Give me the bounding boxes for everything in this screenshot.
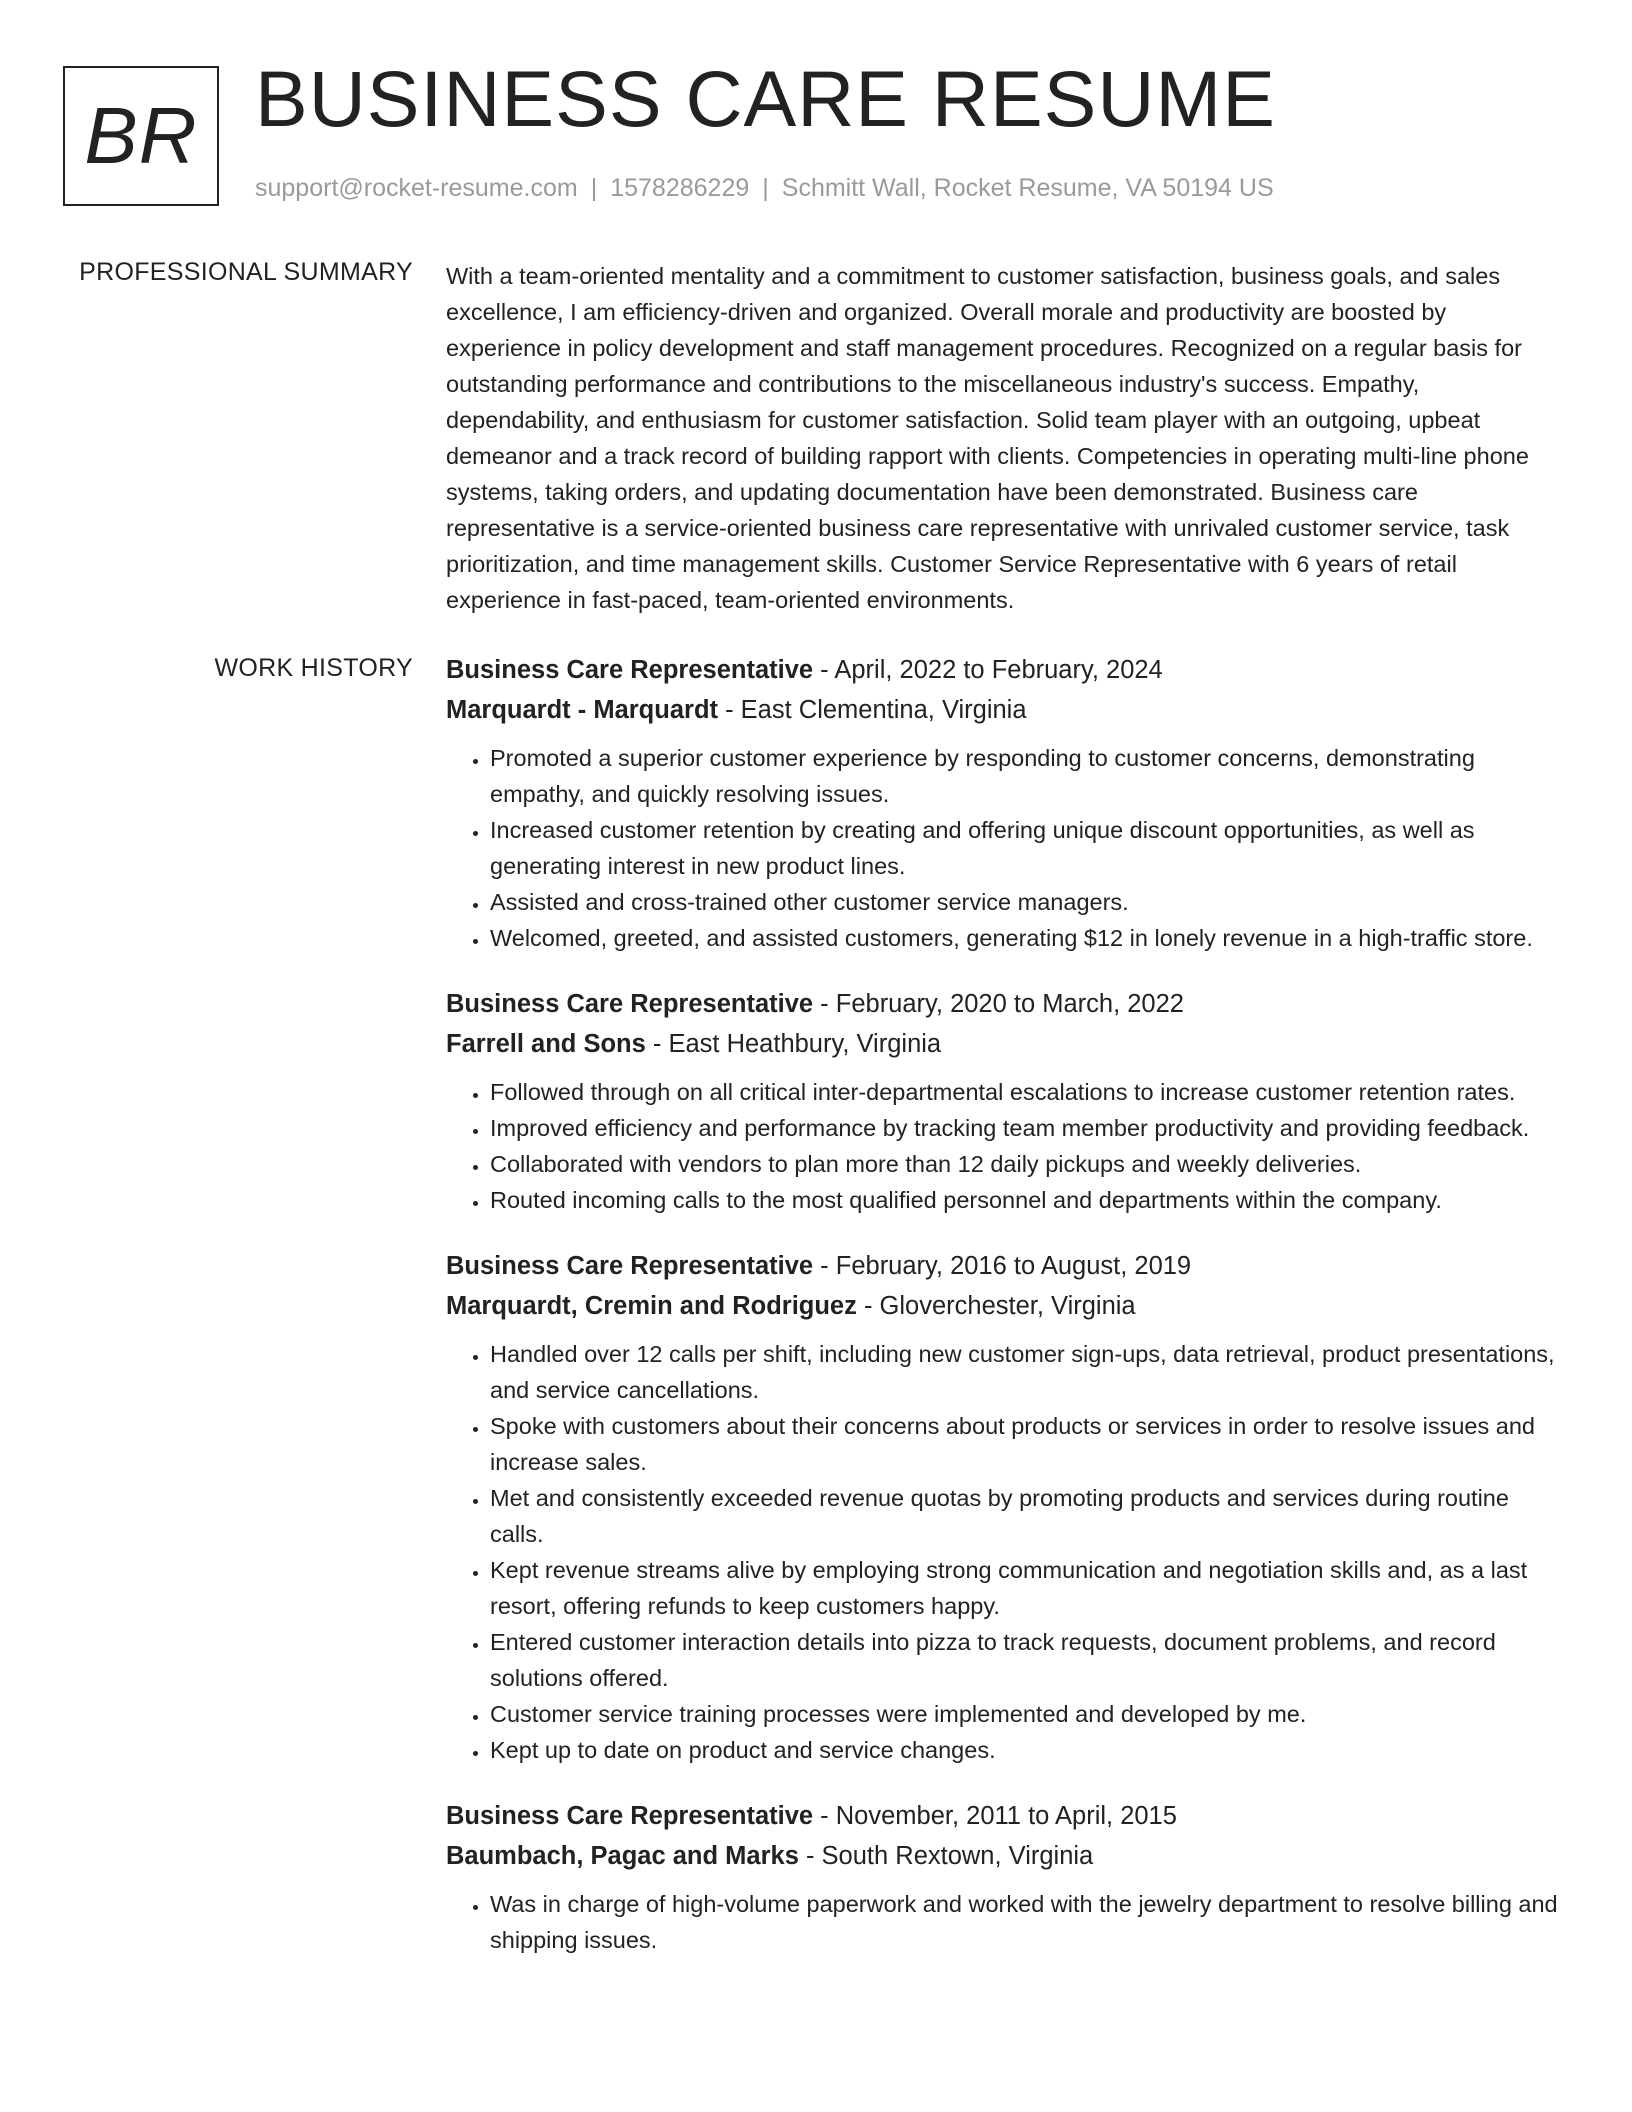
job-bullet: • Was in charge of high-volume paperwork and worked with the jewelry department to resolve billing and shipping issues. — [490, 1886, 1566, 1958]
job-bullet: • Kept up to date on product and service changes. — [490, 1732, 1566, 1768]
job-title: Business Care Representative — [446, 656, 814, 684]
job-dates: - February, 2020 to March, 2022 — [813, 990, 1184, 1018]
job-title-line — [446, 1246, 1566, 1286]
job-bullet: • Assisted and cross-trained other customer service managers. — [490, 884, 1566, 920]
job-entry — [446, 984, 1566, 1218]
job-bullet: • Customer service training processes were implemented and developed by me. — [490, 1696, 1566, 1732]
job-company: Farrell and Sons — [446, 1030, 646, 1058]
job-bullet: • Routed incoming calls to the most qualified personnel and departments within the company. — [490, 1182, 1566, 1218]
job-dates: - April, 2022 to February, 2024 — [813, 656, 1163, 684]
contact-phone[interactable]: 1578286229 — [610, 174, 750, 202]
job-company: Marquardt, Cremin and Rodriguez — [446, 1292, 857, 1320]
job-dates: - February, 2016 to August, 2019 — [813, 1252, 1192, 1280]
job-bullet: • Followed through on all critical inter-departmental escalations to increase customer retention rates. — [490, 1074, 1566, 1110]
monogram-initials: BR — [84, 91, 198, 180]
summary-text: With a team-oriented mentality and a commitment to customer satisfaction, business goals, and sales excellence, I am efficiency-driven and organized. Overall morale and productivity are boosted by experience in policy development and staff management procedures. Recognized on a regular basis for outstanding performance and contributions to the miscellaneous industry's success. Empathy, dependability, and enthusiasm for customer satisfaction. Solid team player with an outgoing, upbeat demeanor and a track record of building rapport with clients. Competencies in operating multi-line phone systems, taking orders, and updating documentation have been demonstrated. Business care representative is a service-oriented business care representative with unrivaled customer service, task prioritization, and time management skills. Customer Service Representative with 6 years of retail experience in fast-paced, team-oriented environments. — [446, 263, 1529, 613]
contact-separator: | — [762, 174, 769, 202]
job-bullet: • Met and consistently exceeded revenue quotas by promoting products and services during routine calls. — [490, 1480, 1566, 1552]
job-company-line — [446, 1836, 1566, 1876]
job-location: - South Rextown, Virginia — [798, 1842, 1094, 1870]
job-title-line — [446, 1796, 1566, 1836]
job-bullet: • Welcomed, greeted, and assisted customers, generating $12 in lonely revenue in a high-traffic store. — [490, 920, 1566, 956]
work-history-heading: WORK HISTORY — [214, 654, 413, 682]
job-bullet: • Handled over 12 calls per shift, including new customer sign-ups, data retrieval, product presentations, and service cancellations. — [490, 1336, 1566, 1408]
job-location: - East Heathbury, Virginia — [645, 1030, 942, 1058]
job-title: Business Care Representative — [446, 1252, 814, 1280]
job-title: Business Care Representative — [446, 990, 814, 1018]
job-bullet: • Spoke with customers about their concerns about products or services in order to resolve issues and increase sales. — [490, 1408, 1566, 1480]
job-entry — [446, 1796, 1566, 1958]
job-bullet: • Entered customer interaction details into pizza to track requests, document problems, and record solutions offered. — [490, 1624, 1566, 1696]
job-company-line — [446, 1024, 1566, 1064]
job-bullets — [446, 1886, 1566, 1958]
job-location: - Gloverchester, Virginia — [856, 1292, 1136, 1320]
job-bullets — [446, 1336, 1566, 1768]
contact-line — [255, 174, 1274, 203]
contact-separator: | — [590, 174, 598, 202]
job-entry — [446, 1246, 1566, 1768]
job-bullet: • Promoted a superior customer experience by responding to customer concerns, demonstrating empathy, and quickly resolving issues. — [490, 740, 1566, 812]
resume-title: BUSINESS CARE RESUME — [255, 54, 1276, 143]
job-title: Business Care Representative — [446, 1802, 814, 1830]
job-company-line — [446, 690, 1566, 730]
job-bullet: • Collaborated with vendors to plan more than 12 daily pickups and weekly deliveries. — [490, 1146, 1566, 1182]
job-bullets — [446, 1074, 1566, 1218]
contact-email[interactable]: support@rocket-resume.com — [255, 174, 578, 202]
job-dates: - November, 2011 to April, 2015 — [813, 1802, 1177, 1830]
job-entry — [446, 650, 1566, 956]
job-bullets — [446, 740, 1566, 956]
job-company: Baumbach, Pagac and Marks — [446, 1842, 799, 1870]
work-history-section — [446, 650, 1566, 1986]
contact-address: Schmitt Wall, Rocket Resume, VA 50194 US — [781, 174, 1274, 202]
monogram-box — [63, 66, 219, 206]
job-title-line — [446, 984, 1566, 1024]
job-bullet: • Kept revenue streams alive by employing strong communication and negotiation skills and, as a last resort, offering refunds to keep customers happy. — [490, 1552, 1566, 1624]
job-company-line — [446, 1286, 1566, 1326]
job-bullet: • Improved efficiency and performance by tracking team member productivity and providing feedback. — [490, 1110, 1566, 1146]
job-title-line — [446, 650, 1566, 690]
job-bullet: • Increased customer retention by creating and offering unique discount opportunities, as well as generating interest in new product lines. — [490, 812, 1566, 884]
summary-section — [446, 258, 1566, 618]
summary-heading: PROFESSIONAL SUMMARY — [79, 258, 413, 286]
job-company: Marquardt - Marquardt — [446, 696, 719, 724]
job-location: - East Clementina, Virginia — [718, 696, 1027, 724]
